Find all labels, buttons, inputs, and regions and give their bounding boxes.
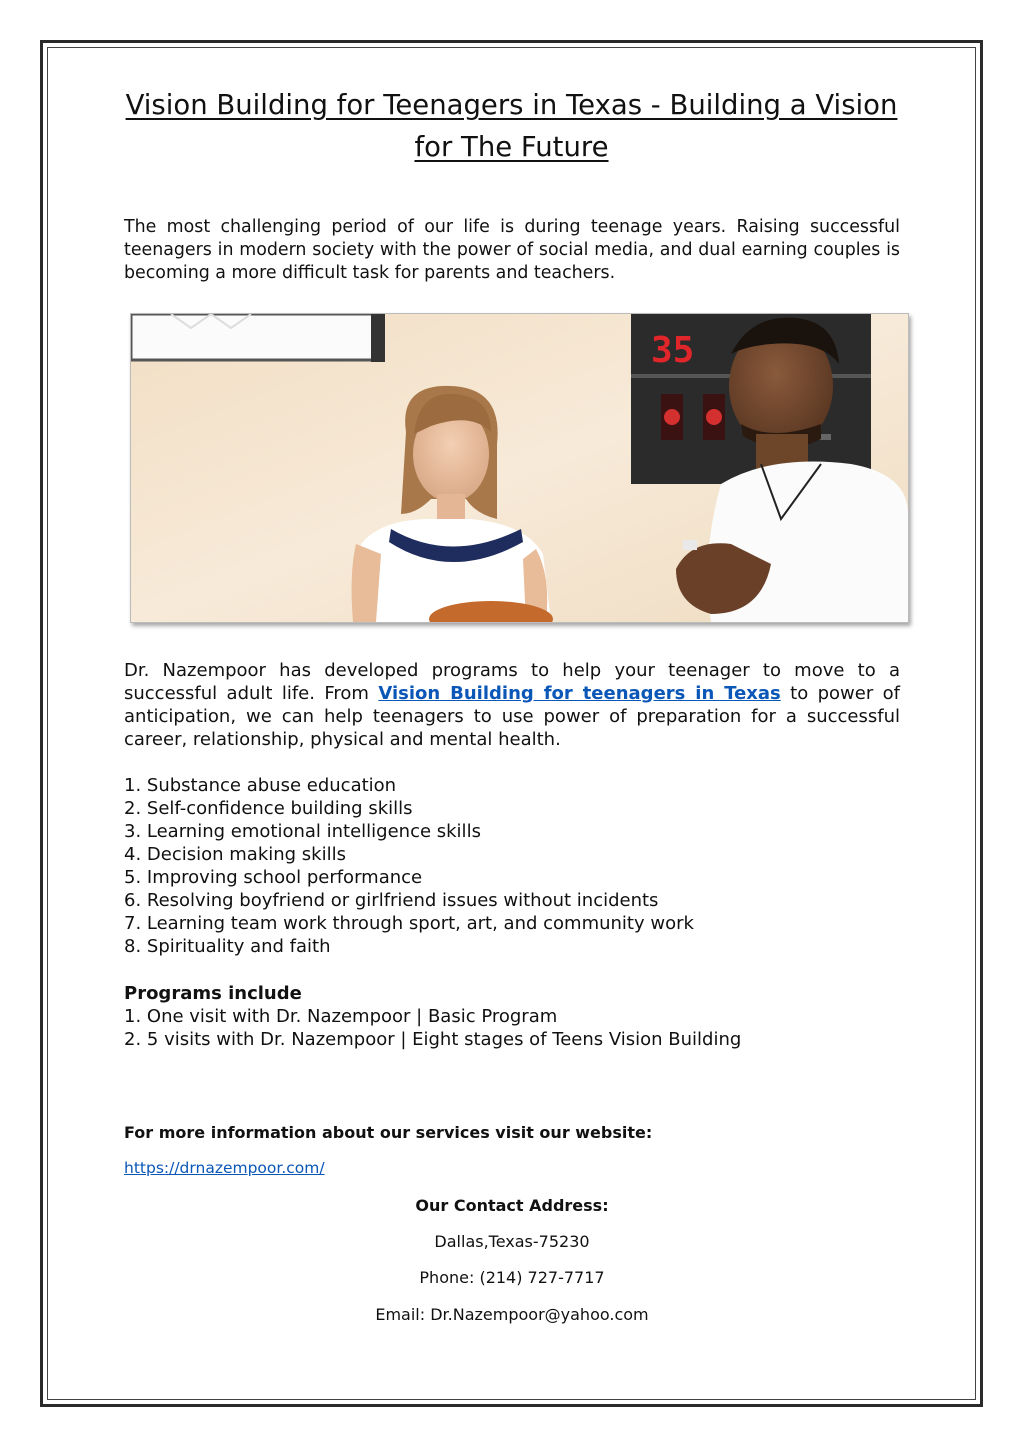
backboard-graphic	[131, 314, 385, 362]
contact-address: Dallas,Texas-75230	[434, 1232, 590, 1251]
intro-paragraph: The most challenging period of our life is during teenage years. Raising successful teenagers in modern society with the power of social media, and dual earning couples is becoming a more difficult task for parents and teachers.	[124, 217, 900, 283]
list-item: 6. Resolving boyfriend or girlfriend issues without incidents	[124, 890, 659, 911]
page-title: Vision Building for Teenagers in Texas - Building a Vision for The Future	[125, 89, 898, 163]
list-item: 8. Spirituality and faith	[124, 936, 331, 957]
coach-and-teen-photo	[130, 313, 909, 623]
contact-phone: Phone: (214) 727-7717	[419, 1268, 605, 1287]
list-item: 7. Learning team work through sport, art, and community work	[124, 913, 694, 934]
contact-heading: Our Contact Address:	[415, 1196, 609, 1215]
scoreboard-digits: 35	[651, 330, 695, 371]
info-heading: For more information about our services visit our website:	[124, 1123, 653, 1142]
paragraph-text-after-link: to power of anticipation, we can help teenagers to use power of preparation for a successful career, relationship, physical and mental health.	[124, 683, 900, 750]
list-item: 2. Self-confidence building skills	[124, 798, 413, 819]
paragraph-text-before-link: Dr. Nazempoor has developed programs to help your teenager to move to a successful adult life. From	[124, 660, 900, 704]
list-item: 5. Improving school performance	[124, 867, 423, 888]
list-item: 4. Decision making skills	[124, 844, 346, 865]
skills-list	[124, 774, 694, 958]
list-item: 3. Learning emotional intelligence skills	[124, 821, 481, 842]
programs-list	[124, 1005, 741, 1051]
programs-heading: Programs include	[124, 983, 302, 1004]
list-item: 1. Substance abuse education	[124, 775, 397, 796]
programs-paragraph	[124, 659, 900, 751]
website-link[interactable]: https://drnazempoor.com/	[124, 1159, 325, 1177]
list-item: 2. 5 visits with Dr. Nazempoor | Eight stages of Teens Vision Building	[124, 1029, 742, 1050]
list-item: 1. One visit with Dr. Nazempoor | Basic Program	[124, 1006, 558, 1027]
vision-building-link[interactable]: Vision Building for teenagers in Texas	[378, 683, 781, 704]
contact-email: Email: Dr.Nazempoor@yahoo.com	[375, 1305, 649, 1324]
